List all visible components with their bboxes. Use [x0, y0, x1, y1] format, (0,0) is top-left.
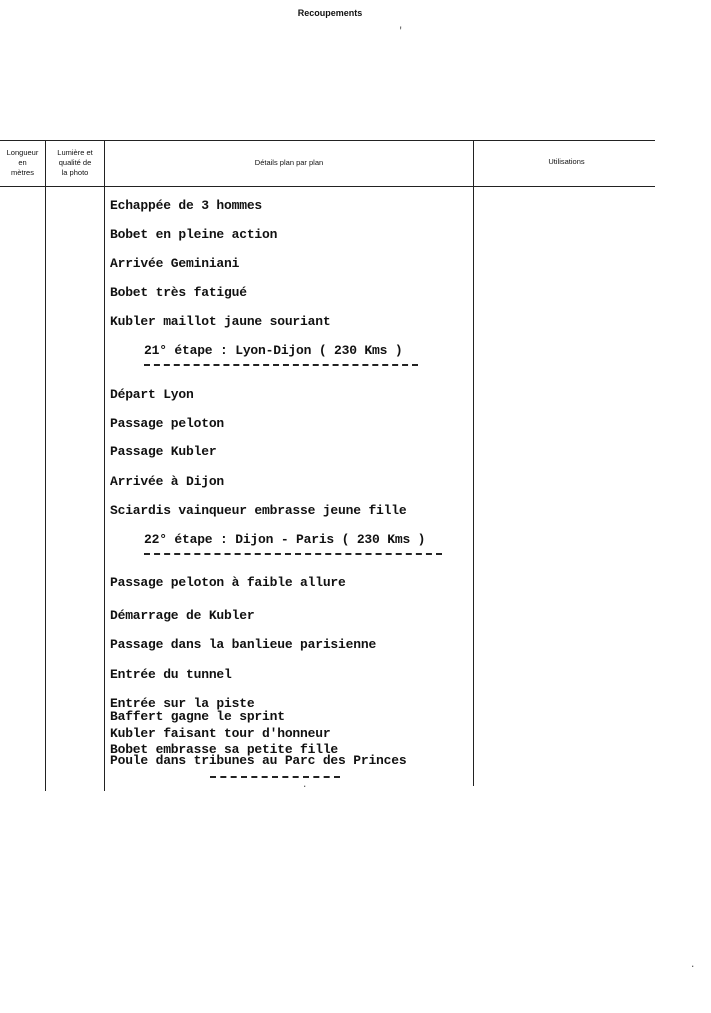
- entry-18: Bobet embrasse sa petite fille: [110, 742, 339, 757]
- entry-15: Entrée sur la piste: [110, 696, 255, 711]
- entry-4: Bobet très fatigué: [110, 285, 247, 300]
- entry-12: Démarrage de Kubler: [110, 608, 255, 623]
- header-bottom-rule: [0, 186, 655, 187]
- scan-speck: .: [302, 780, 308, 790]
- closing-dash-rule: [210, 776, 340, 778]
- entry-3: Arrivée Geminiani: [110, 256, 240, 271]
- column-header-uses: Utilisations: [548, 157, 585, 166]
- entry-7: Passage peloton: [110, 416, 225, 431]
- scan-speck: .: [690, 960, 696, 970]
- scan-speck: ': [398, 26, 404, 36]
- entry-11: Passage peloton à faible allure: [110, 575, 346, 590]
- column-divider-2: [104, 141, 105, 791]
- entry-9: Arrivée à Dijon: [110, 474, 225, 489]
- column-header-length: Longueur en mètres: [6, 148, 39, 177]
- header-top-rule: [0, 140, 655, 141]
- entry-16: Baffert gagne le sprint: [110, 709, 285, 724]
- entry-19: Poule dans tribunes au Parc des Princes: [110, 753, 407, 768]
- stage-heading-21: 21° étape : Lyon-Dijon ( 230 Kms ): [144, 343, 403, 358]
- column-divider-1: [45, 141, 46, 791]
- entry-13: Passage dans la banlieue parisienne: [110, 637, 377, 652]
- entry-10: Sciardis vainqueur embrasse jeune fille: [110, 503, 407, 518]
- entry-5: Kubler maillot jaune souriant: [110, 314, 331, 329]
- page-title: Recoupements: [297, 8, 363, 18]
- stage-heading-22: 22° étape : Dijon - Paris ( 230 Kms ): [144, 532, 426, 547]
- stage-heading-21-underline: [144, 364, 418, 366]
- entry-14: Entrée du tunnel: [110, 667, 232, 682]
- entry-17: Kubler faisant tour d'honneur: [110, 726, 331, 741]
- entry-8: Passage Kubler: [110, 444, 217, 459]
- entry-2: Bobet en pleine action: [110, 227, 278, 242]
- entry-6: Départ Lyon: [110, 387, 194, 402]
- column-header-light: Lumière et qualité de la photo: [57, 148, 93, 177]
- entry-1: Echappée de 3 hommes: [110, 198, 263, 213]
- column-divider-3: [473, 141, 474, 786]
- column-header-details: Détails plan par plan: [254, 158, 324, 167]
- stage-heading-22-underline: [144, 553, 442, 555]
